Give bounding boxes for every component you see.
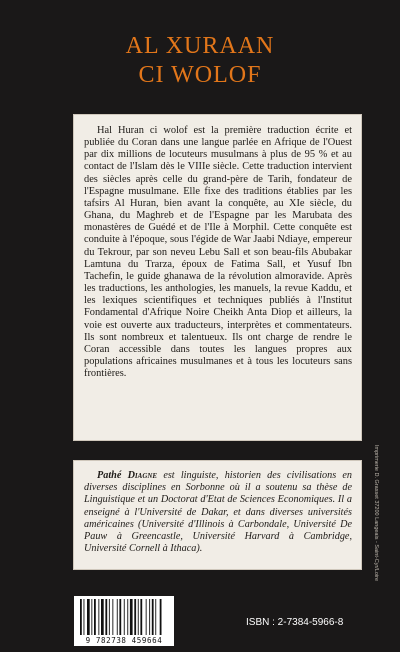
printer-imprint: Imprimerie D. Grasset 37200 Langeais - Saint-Cyr/Loire [373,445,379,582]
author-biography [84,470,352,555]
author-bio-text: est linguiste, historien des civilisations en diverses disciplines en Sorbonne où il a soutenu sa thèse de Linguistique et un Doctorat d'Etat de Sciences Economiques. Il a enseigné à l'Université de Dakar, et dans diverses universités américaines (Université d'Illinois à Carbondale, Université De Pauw à Greencastle, Université Harvard à Cambridge, Université Cornell à Ithaca). [84,470,353,555]
description-panel [73,114,362,441]
book-title-line-2: CI WOLOF [138,62,262,88]
author-panel [73,460,362,570]
book-title-line-1: AL XURAAN [125,33,275,59]
barcode-bars-icon [80,599,168,635]
author-last-name: Diagne [127,470,158,481]
author-first-name: Pathé [97,470,122,481]
barcode-digits: 9 782738 459664 [85,636,163,645]
barcode [74,596,174,646]
book-description: Hal Huran ci wolof est la première traduction écrite et publiée du Coran dans une langue parlée en Afrique de l'Ouest par dix millions de locuteurs musulmans à plus de 95 % et au contact de l'Islam dès le VIIIe siècle. Cette traduction intervient des siècles après celle du grand-père de Tarih, fondateur de l'Espagne musulmane. Elle fixe des traditions établies par les tafsirs Al Huran, bien avant la conquête, au XIe siècle, du Ghana, du Maghreb et de l'Espagne par les Marubata des monastères de Guédé et de l'Ile à Morphil. Cette conquête est conduite à l'époque, sous l'égide de War Jaabi Ndiaye, empereur du Tekrour, par son neveu Lebu Sall et son beau-fils Abubakar Lamtuna du Trarza, époux de Fatima Sall, et Yusuf Ibn Tachefin, le guide ghanawa de la révolution almoravide. Après les traductions, les anthologies, les manuels, la revue Kaddu, et les lexiques scientifiques et techniques publiés à l'Institut Fondamental d'Afrique Noire Cheikh Anta Diop et ailleurs, la voie est ouverte aux traducteurs, interprètes et commentateurs. Ils sont nombreux et talentueux. Ils ont charge de rendre le Coran accessible dans toutes les langues propres aux populations africaines musulmanes et à tous les locuteurs sans frontières. [84,125,352,380]
isbn-number: ISBN : 2-7384-5966-8 [246,617,344,628]
